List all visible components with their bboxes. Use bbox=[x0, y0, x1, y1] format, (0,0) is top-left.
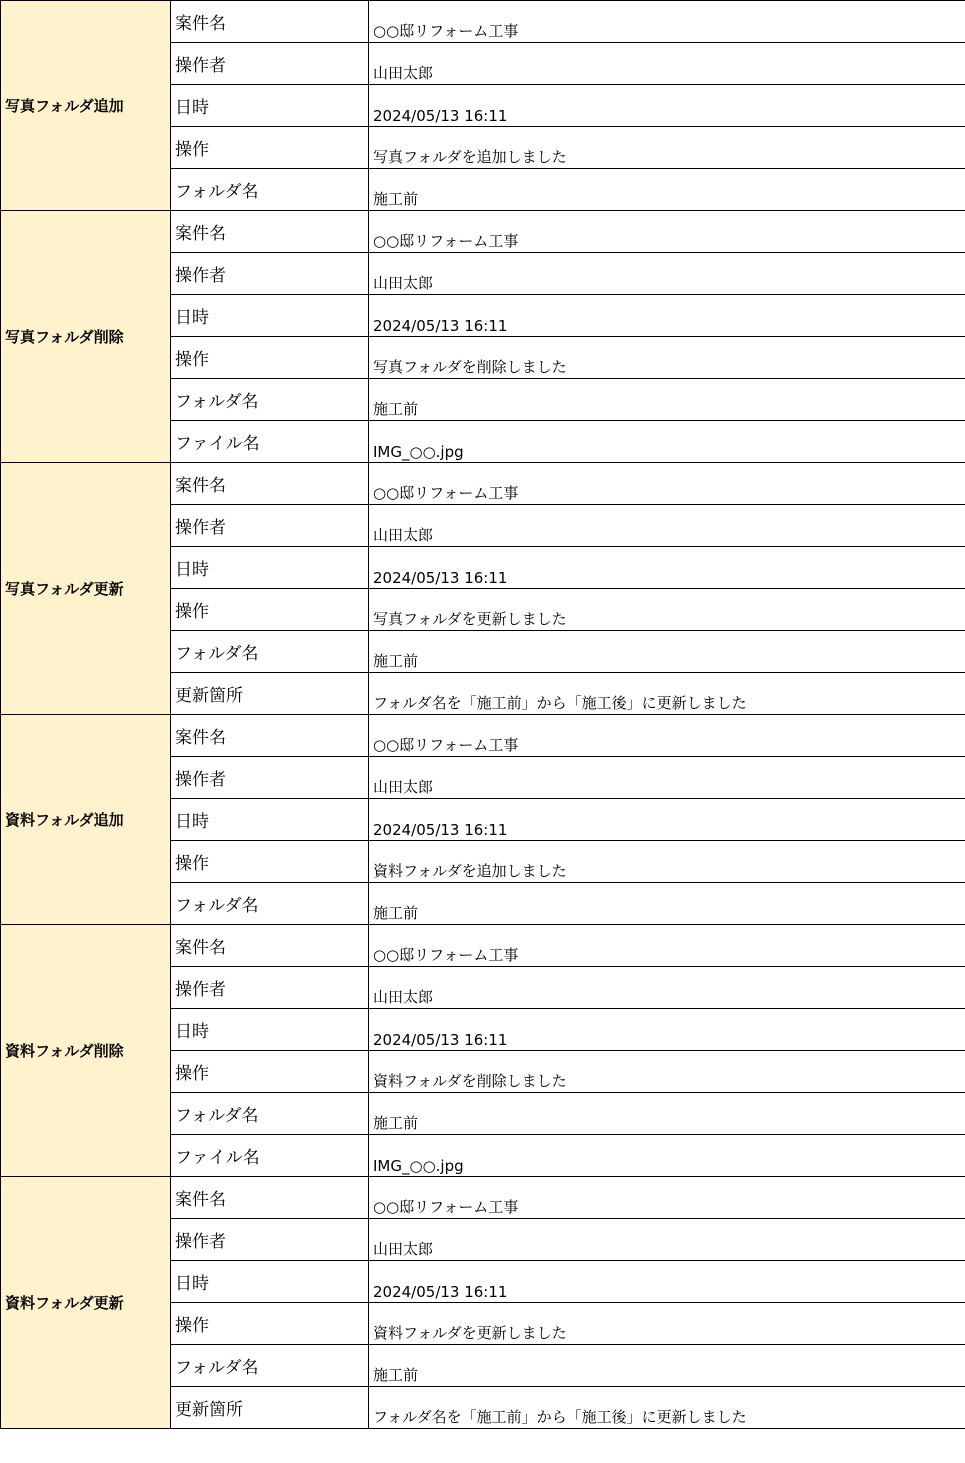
field-value: 資料フォルダを更新しました bbox=[369, 1303, 965, 1345]
category-label: 写真フォルダ削除 bbox=[1, 211, 171, 463]
field-label: 操作者 bbox=[171, 43, 369, 85]
table-row bbox=[1, 925, 965, 967]
field-label: 操作 bbox=[171, 337, 369, 379]
field-label: 案件名 bbox=[171, 463, 369, 505]
field-value: ○○邸リフォーム工事 bbox=[369, 211, 965, 253]
field-label: 操作 bbox=[171, 589, 369, 631]
field-value: フォルダ名を「施工前」から「施工後」に更新しました bbox=[369, 673, 965, 715]
field-value: ○○邸リフォーム工事 bbox=[369, 925, 965, 967]
field-label: 日時 bbox=[171, 1261, 369, 1303]
field-value: 山田太郎 bbox=[369, 757, 965, 799]
field-value: ○○邸リフォーム工事 bbox=[369, 1, 965, 43]
category-label: 資料フォルダ削除 bbox=[1, 925, 171, 1177]
table-row bbox=[1, 1177, 965, 1219]
field-value: 2024/05/13 16:11 bbox=[369, 1009, 965, 1051]
field-label: 日時 bbox=[171, 547, 369, 589]
field-label: 操作者 bbox=[171, 253, 369, 295]
category-label: 資料フォルダ追加 bbox=[1, 715, 171, 925]
category-label: 写真フォルダ追加 bbox=[1, 1, 171, 211]
field-value: 施工前 bbox=[369, 1093, 965, 1135]
field-label: フォルダ名 bbox=[171, 1093, 369, 1135]
field-label: ファイル名 bbox=[171, 1135, 369, 1177]
field-label: 更新箇所 bbox=[171, 673, 369, 715]
field-label: 日時 bbox=[171, 1009, 369, 1051]
field-label: 更新箇所 bbox=[171, 1387, 369, 1429]
field-label: 操作者 bbox=[171, 505, 369, 547]
field-value: IMG_○○.jpg bbox=[369, 1135, 965, 1177]
table-row bbox=[1, 715, 965, 757]
table-row bbox=[1, 463, 965, 505]
field-value: 写真フォルダを削除しました bbox=[369, 337, 965, 379]
field-label: 操作 bbox=[171, 127, 369, 169]
field-label: 案件名 bbox=[171, 925, 369, 967]
field-value: 施工前 bbox=[369, 883, 965, 925]
field-label: 操作者 bbox=[171, 757, 369, 799]
field-value: 山田太郎 bbox=[369, 1219, 965, 1261]
field-value: 写真フォルダを追加しました bbox=[369, 127, 965, 169]
field-value: ○○邸リフォーム工事 bbox=[369, 715, 965, 757]
field-value: 写真フォルダを更新しました bbox=[369, 589, 965, 631]
field-label: 日時 bbox=[171, 799, 369, 841]
field-value: 2024/05/13 16:11 bbox=[369, 85, 965, 127]
field-value: 資料フォルダを追加しました bbox=[369, 841, 965, 883]
table-row bbox=[1, 211, 965, 253]
category-label: 資料フォルダ更新 bbox=[1, 1177, 171, 1429]
field-value: フォルダ名を「施工前」から「施工後」に更新しました bbox=[369, 1387, 965, 1429]
field-value: 2024/05/13 16:11 bbox=[369, 547, 965, 589]
table-row bbox=[1, 1, 965, 43]
field-label: 案件名 bbox=[171, 1, 369, 43]
field-label: 操作 bbox=[171, 841, 369, 883]
category-label: 写真フォルダ更新 bbox=[1, 463, 171, 715]
field-value: 2024/05/13 16:11 bbox=[369, 799, 965, 841]
field-label: フォルダ名 bbox=[171, 1345, 369, 1387]
field-value: 山田太郎 bbox=[369, 967, 965, 1009]
field-label: フォルダ名 bbox=[171, 631, 369, 673]
field-value: 山田太郎 bbox=[369, 43, 965, 85]
field-value: 施工前 bbox=[369, 631, 965, 673]
operation-log-body bbox=[1, 1, 965, 1429]
field-label: 操作者 bbox=[171, 1219, 369, 1261]
field-label: フォルダ名 bbox=[171, 883, 369, 925]
field-value: 資料フォルダを削除しました bbox=[369, 1051, 965, 1093]
field-value: 施工前 bbox=[369, 169, 965, 211]
field-label: 案件名 bbox=[171, 715, 369, 757]
field-value: IMG_○○.jpg bbox=[369, 421, 965, 463]
field-label: 操作 bbox=[171, 1303, 369, 1345]
field-label: 操作者 bbox=[171, 967, 369, 1009]
field-label: 日時 bbox=[171, 85, 369, 127]
field-label: 案件名 bbox=[171, 211, 369, 253]
field-value: 2024/05/13 16:11 bbox=[369, 295, 965, 337]
field-value: ○○邸リフォーム工事 bbox=[369, 463, 965, 505]
field-label: 操作 bbox=[171, 1051, 369, 1093]
field-value: ○○邸リフォーム工事 bbox=[369, 1177, 965, 1219]
field-value: 施工前 bbox=[369, 1345, 965, 1387]
field-label: フォルダ名 bbox=[171, 169, 369, 211]
field-value: 山田太郎 bbox=[369, 253, 965, 295]
field-label: ファイル名 bbox=[171, 421, 369, 463]
field-value: 2024/05/13 16:11 bbox=[369, 1261, 965, 1303]
field-value: 山田太郎 bbox=[369, 505, 965, 547]
field-label: 案件名 bbox=[171, 1177, 369, 1219]
field-value: 施工前 bbox=[369, 379, 965, 421]
field-label: フォルダ名 bbox=[171, 379, 369, 421]
field-label: 日時 bbox=[171, 295, 369, 337]
